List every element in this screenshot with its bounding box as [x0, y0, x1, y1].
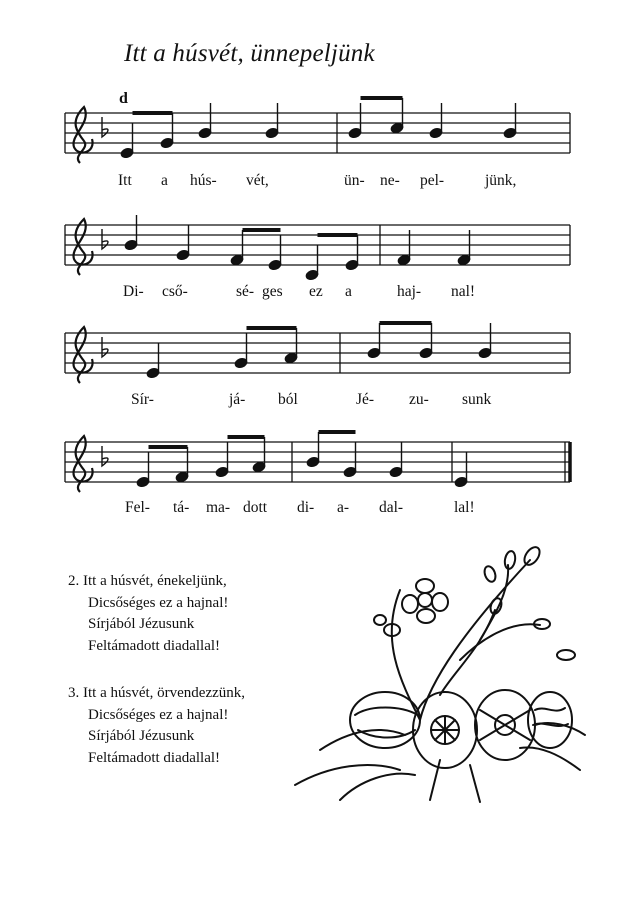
syllable: dott: [243, 499, 268, 516]
syllable: ból: [278, 391, 298, 408]
syllable: jünk,: [485, 172, 517, 189]
verse-3: [68, 683, 245, 769]
syllable: vét,: [246, 172, 269, 189]
syllable: ne-: [380, 172, 400, 189]
verse-text: Itt a húsvét, énekeljünk,: [83, 573, 227, 589]
syllable: Di-: [123, 283, 144, 300]
syllable: Jé-: [356, 391, 375, 408]
verse-line: Dicsőséges ez a hajnal!: [88, 594, 229, 611]
verse-line: Sírjából Jézusunk: [88, 616, 195, 632]
verse-line: [68, 571, 228, 593]
verse-line: Feltámadott diadallal!: [88, 749, 221, 766]
syllable: Itt: [118, 172, 132, 189]
syllable: ün-: [344, 172, 365, 189]
syllable: a: [345, 283, 352, 300]
syllable: lal!: [454, 499, 475, 516]
verse-2: [68, 571, 228, 657]
lyrics-row-3: [0, 391, 644, 413]
syllable: ges: [262, 283, 283, 300]
easter-eggs-flowers-icon: [280, 520, 590, 810]
verse-line: Dicsőséges ez a hajnal!: [88, 706, 229, 723]
syllable: a-: [337, 499, 350, 516]
verse-number: 2.: [68, 573, 80, 589]
syllable: dal-: [379, 499, 404, 516]
syllable: haj-: [397, 283, 422, 300]
syllable: tá-: [173, 499, 190, 516]
syllable: pel-: [420, 172, 445, 189]
verse-line: Sírjából Jézusunk: [88, 728, 195, 744]
syllable: hús-: [190, 172, 217, 189]
verse-line: [68, 683, 245, 705]
lyrics-row-2: [0, 283, 644, 305]
syllable: di-: [297, 499, 315, 516]
syllable: ma-: [206, 499, 231, 516]
verse-text: Itt a húsvét, örvendezzünk,: [83, 685, 246, 701]
syllable: Fel-: [125, 499, 150, 516]
syllable: ez: [309, 283, 323, 300]
lyrics-row-1: [0, 172, 644, 194]
syllable: sunk: [462, 391, 492, 408]
syllable: Sír-: [131, 391, 154, 408]
syllable: sé-: [236, 283, 255, 300]
syllable: nal!: [451, 283, 476, 300]
syllable: zu-: [409, 391, 429, 408]
syllable: cső-: [162, 283, 188, 300]
syllable: a: [161, 172, 168, 189]
verse-line: Feltámadott diadallal!: [88, 637, 221, 654]
lyrics-row-4: [0, 499, 644, 521]
tempo-mark: d: [119, 90, 128, 107]
syllable: já-: [229, 391, 246, 408]
song-title: Itt a húsvét, ünnepeljünk: [124, 40, 375, 67]
verse-number: 3.: [68, 685, 80, 701]
